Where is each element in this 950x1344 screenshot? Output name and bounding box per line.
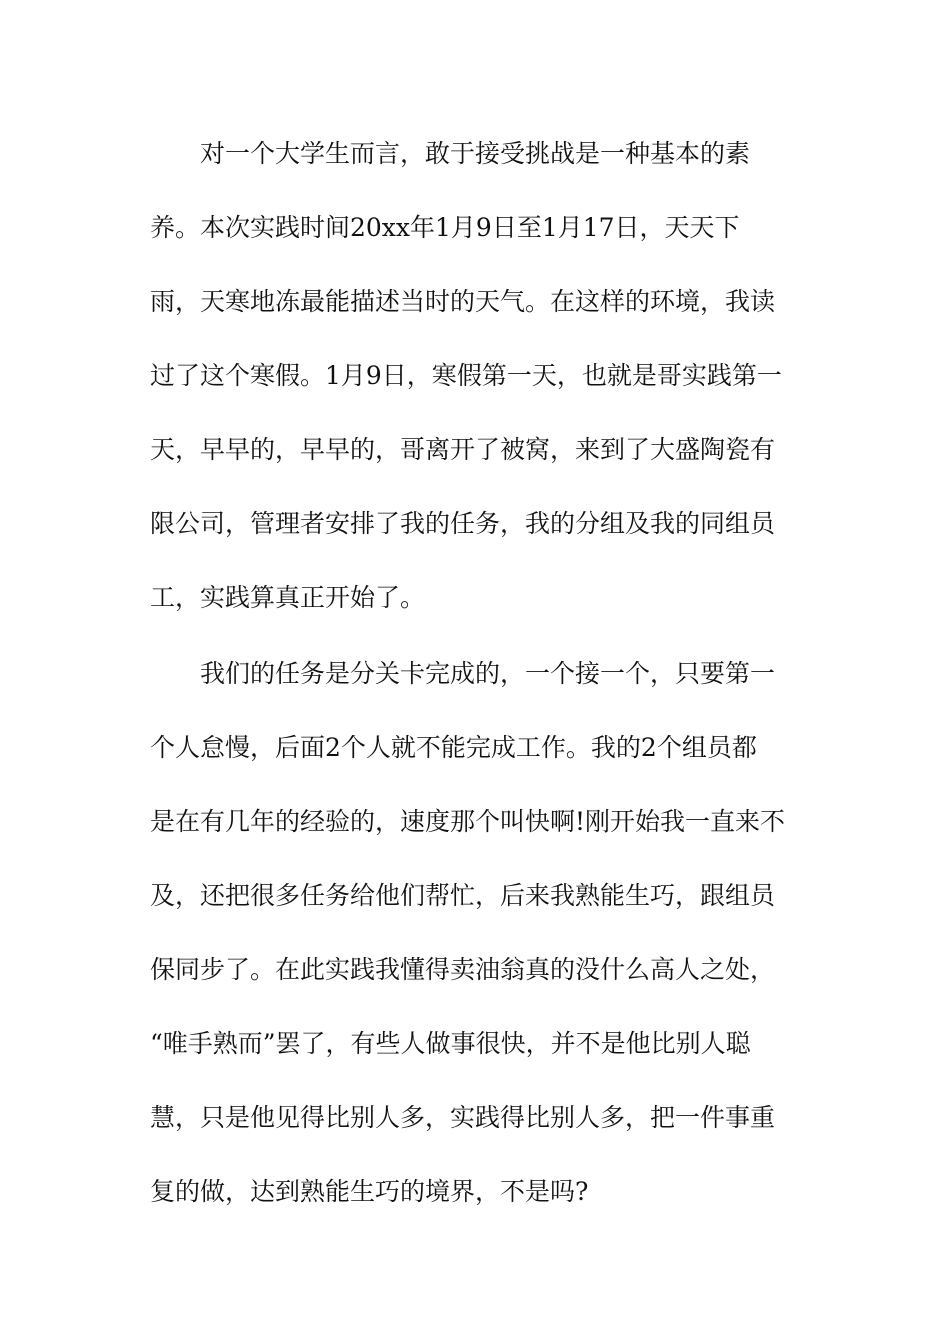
paragraph-2-line-1: 我们的任务是分关卡完成的，一个接一个，只要第一	[200, 659, 776, 688]
paragraph-1-line-1: 对一个大学生而言，敢于接受挑战是一种基本的素	[200, 139, 751, 168]
paragraph-1-line-5: 天，早早的，早早的，哥离开了被窝，来到了大盛陶瓷有	[150, 435, 776, 464]
paragraph-1-line-6: 限公司，管理者安排了我的任务，我的分组及我的同组员	[150, 509, 776, 538]
paragraph-2-line-6: “唯手熟而”罢了，有些人做事很快，并不是他比别人聪	[150, 1029, 751, 1058]
paragraph-1-line-4: 过了这个寒假。1月9日，寒假第一天，也就是哥实践第一	[150, 361, 782, 390]
paragraph-2-line-8: 复的做，达到熟能生巧的境界，不是吗?	[150, 1177, 589, 1206]
paragraph-2-line-5: 保同步了。在此实践我懂得卖油翁真的没什么高人之处，	[150, 955, 776, 984]
paragraph-2-line-3: 是在有几年的经验的，速度那个叫快啊!刚开始我一直来不	[150, 807, 786, 836]
paragraph-2-line-4: 及，还把很多任务给他们帮忙，后来我熟能生巧，跟组员	[150, 881, 776, 910]
paragraph-1-line-3: 雨，天寒地冻最能描述当时的天气。在这样的环境，我读	[150, 287, 776, 316]
paragraph-1-line-7: 工，实践算真正开始了。	[150, 583, 426, 612]
paragraph-2-line-7: 慧，只是他见得比别人多，实践得比别人多，把一件事重	[150, 1103, 776, 1132]
paragraph-1-line-2: 养。本次实践时间20xx年1月9日至1月17日，天天下	[150, 213, 740, 242]
paragraph-2-line-2: 个人怠慢，后面2个人就不能完成工作。我的2个组员都	[150, 733, 757, 762]
